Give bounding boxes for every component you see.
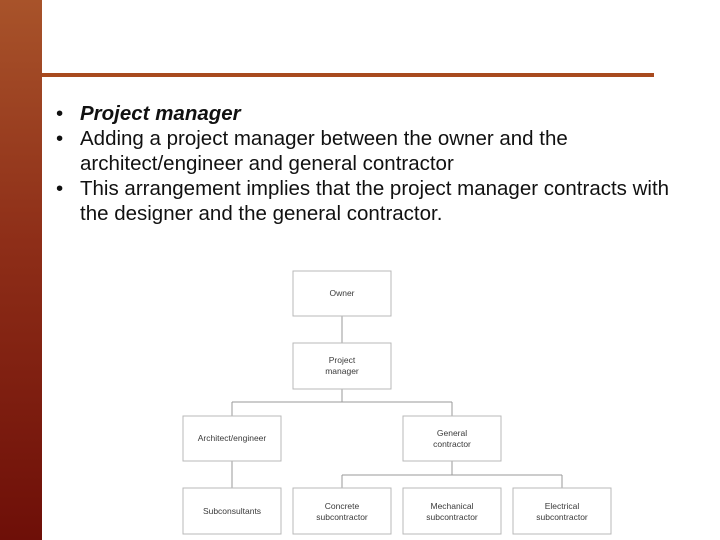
bullet-marker: •	[56, 102, 64, 125]
project-manager-box	[293, 343, 391, 389]
concrete-subcontractor-label: Concrete	[324, 501, 360, 511]
bullet-text: Project manager	[80, 102, 241, 125]
bullet-text: This arrangement implies that the project manager contracts with the designer and the general contractor.	[80, 177, 670, 225]
electrical-subcontractor-label: subcontractor	[536, 512, 588, 522]
electrical-subcontractor-box	[513, 488, 611, 534]
owner-box	[293, 271, 391, 316]
general-contractor-box	[403, 416, 501, 461]
subconsultants-label: Subconsultants	[202, 506, 262, 516]
electrical-subcontractor-label: Electrical	[544, 501, 580, 511]
concrete-subcontractor-box	[293, 488, 391, 534]
bullet-marker: •	[56, 127, 64, 150]
owner-label: Owner	[329, 288, 355, 298]
general-contractor-label: contractor	[433, 439, 471, 449]
general-contractor-label: General	[436, 428, 468, 438]
project-manager-label: Project	[328, 355, 356, 365]
subconsultants-box	[183, 488, 281, 534]
mechanical-subcontractor-box	[403, 488, 501, 534]
bullet-text: Adding a project manager between the owner and the architect/engineer and general contractor	[80, 127, 568, 175]
mechanical-subcontractor-label: subcontractor	[426, 512, 478, 522]
mechanical-subcontractor-label: Mechanical	[430, 501, 474, 511]
architect-engineer-box	[183, 416, 281, 461]
concrete-subcontractor-label: subcontractor	[316, 512, 368, 522]
project-manager-label: manager	[325, 366, 359, 376]
bullet-marker: •	[56, 177, 64, 200]
architect-engineer-label: Architect/engineer	[197, 433, 267, 443]
